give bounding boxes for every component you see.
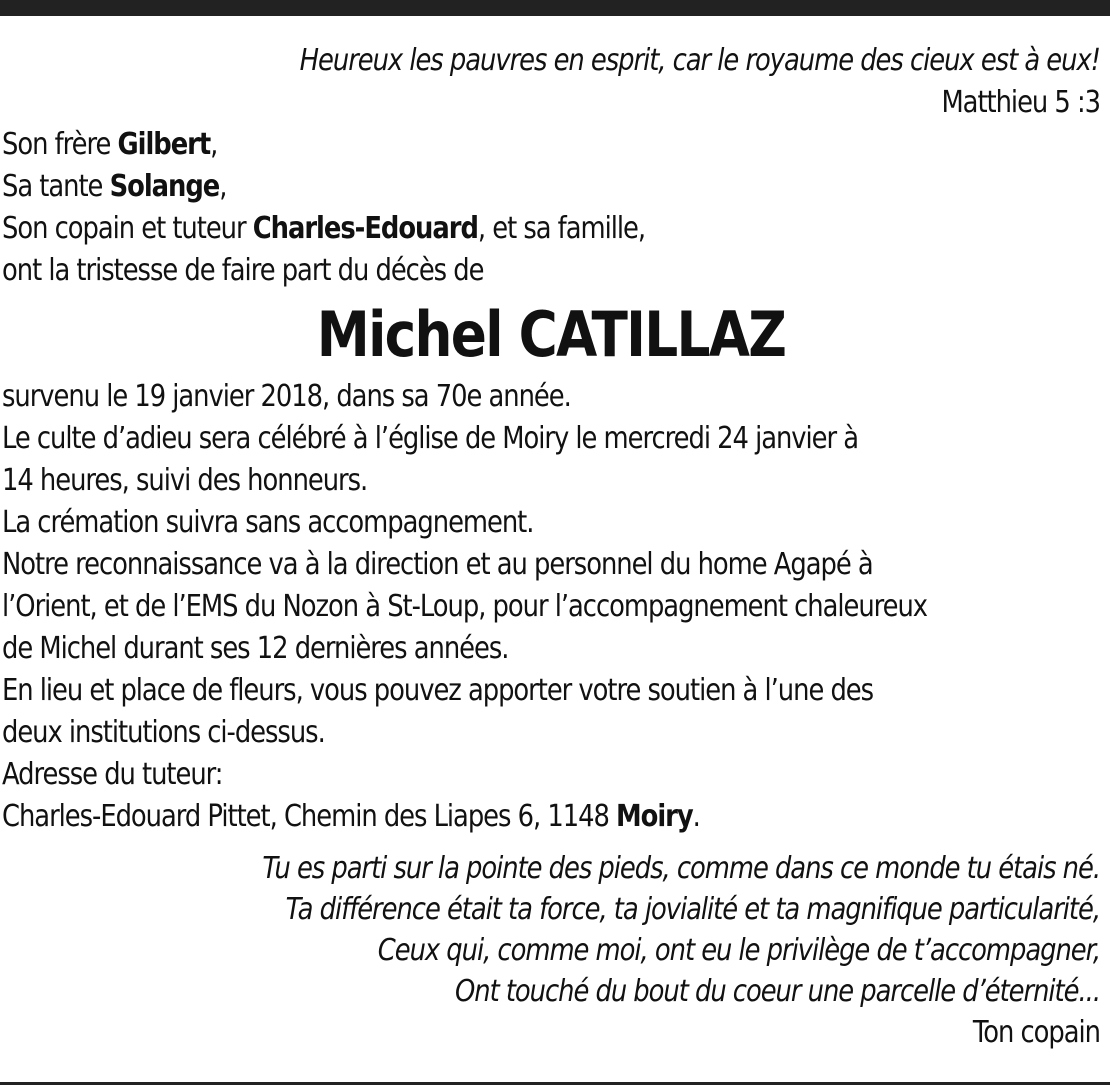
address-town: Moiry <box>616 799 693 834</box>
thanks-line-1: Notre reconnaissance va à la direction et au personnel du home Agapé à <box>2 547 873 582</box>
epigraph-quote: Heureux les pauvres en esprit, car le royaume des cieux est à eux! <box>299 43 1100 78</box>
aunt-prefix: Sa tante <box>2 169 110 204</box>
thanks-line-3: de Michel durant ses 12 dernières années. <box>2 631 509 666</box>
poem-signature: Ton copain <box>972 1015 1100 1050</box>
brother-prefix: Son frère <box>2 127 118 162</box>
bottom-rule <box>0 1082 1110 1085</box>
cremation-line: La crémation suivra sans accompagnement. <box>2 505 534 540</box>
poem-line-3: Ceux qui, comme moi, ont eu le privilège de t’accompagner, <box>377 933 1100 968</box>
thanks-line-2: l’Orient, et de l’EMS du Nozon à St-Loup, pour l’accompagnement chaleureux <box>2 589 928 624</box>
ceremony-line-2: 14 heures, suivi des honneurs. <box>2 463 368 498</box>
guardian-prefix: Son copain et tuteur <box>2 211 253 246</box>
epigraph-reference: Matthieu 5 :3 <box>941 85 1100 120</box>
donation-line-1: En lieu et place de fleurs, vous pouvez apporter votre soutien à l’une des <box>2 673 874 708</box>
deceased-name: Michel CATILLAZ <box>316 298 786 371</box>
guardian-address-label: Adresse du tuteur: <box>2 757 223 792</box>
address-suffix: . <box>692 799 700 834</box>
obituary-notice <box>2 40 1100 1053</box>
family-line-brother <box>2 124 946 166</box>
poem <box>2 848 1100 1053</box>
guardian-suffix: , et sa famille, <box>477 211 646 246</box>
address-text: Charles-Edouard Pittet, Chemin des Liapes 6, 1148 <box>2 799 617 834</box>
family-line-aunt <box>2 166 946 208</box>
brother-name: Gilbert <box>117 127 211 162</box>
guardian-address <box>2 796 946 838</box>
top-rule <box>0 0 1110 16</box>
aunt-suffix: , <box>219 169 227 204</box>
poem-line-4: Ont touché du bout du coeur une parcelle d’éternité... <box>454 974 1100 1009</box>
family-line-guardian <box>2 208 946 250</box>
poem-line-1: Tu es parti sur la pointe des pieds, comme dans ce monde tu étais né. <box>262 851 1100 886</box>
donation-line-2: deux institutions ci-dessus. <box>2 715 325 750</box>
death-date-line: survenu le 19 janvier 2018, dans sa 70e année. <box>2 379 571 414</box>
guardian-name: Charles-Edouard <box>252 211 478 246</box>
ceremony-line-1: Le culte d’adieu sera célébré à l’église de Moiry le mercredi 24 janvier à <box>2 421 859 456</box>
poem-line-2: Ta différence était ta force, ta jovialité et ta magnifique particularité, <box>285 892 1100 927</box>
announcement-line: ont la tristesse de faire part du décès de <box>2 253 484 288</box>
brother-suffix: , <box>210 127 218 162</box>
aunt-name: Solange <box>109 169 220 204</box>
